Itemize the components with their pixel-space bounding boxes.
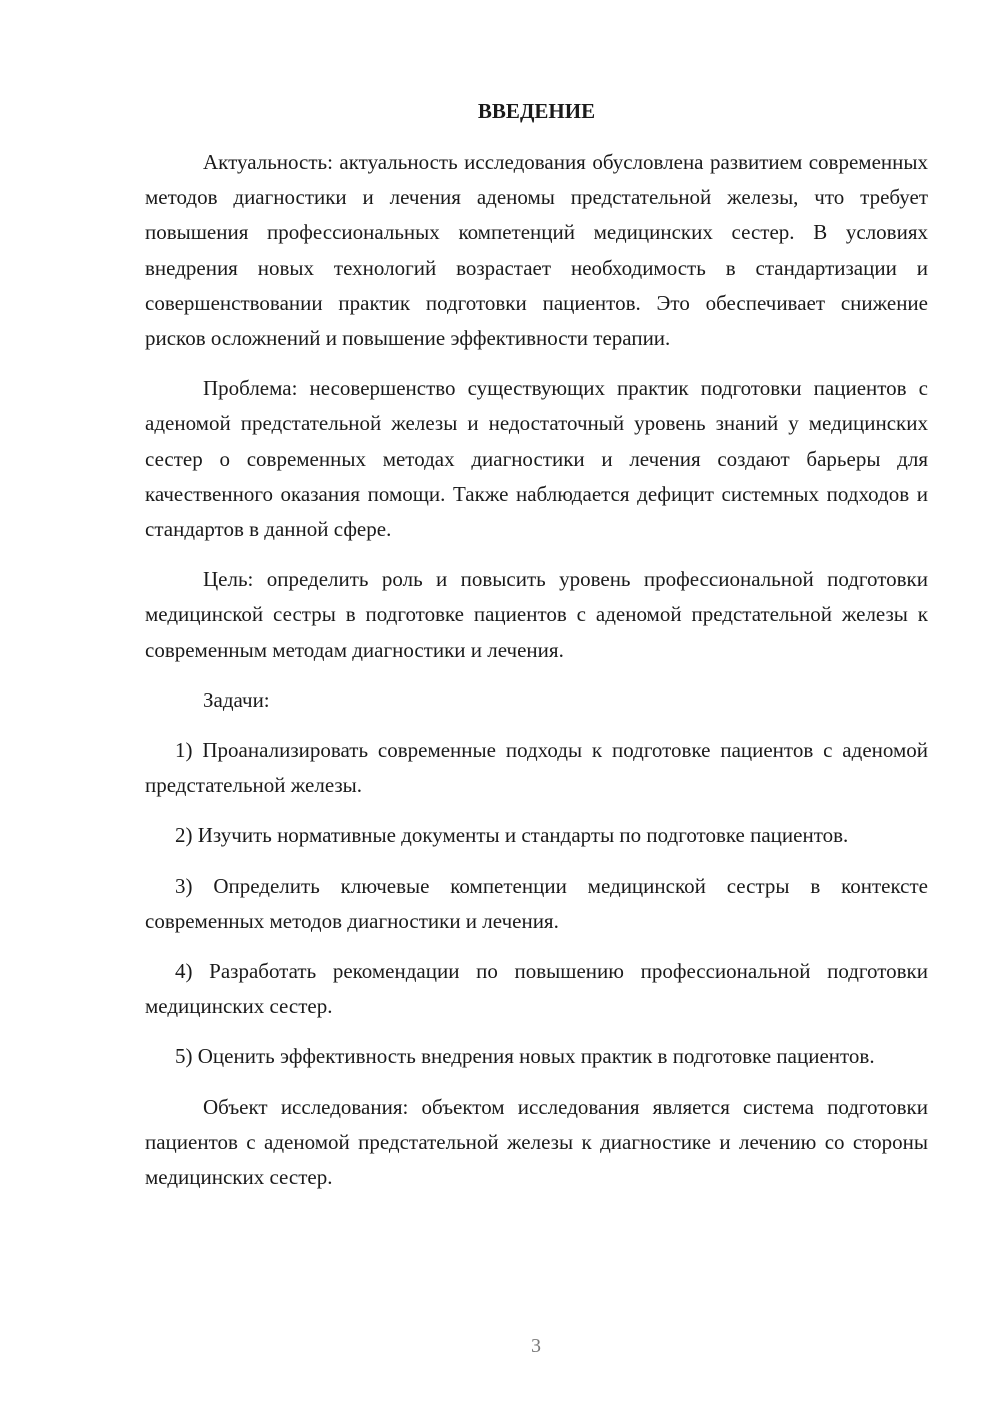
page-number: 3 bbox=[531, 1335, 541, 1357]
task-item: 3) Определить ключевые компетенции медицинской сестры в контексте современных методов диагностики и лечения. bbox=[145, 873, 928, 933]
document-body bbox=[145, 145, 928, 1195]
task-item: 5) Оценить эффективность внедрения новых практик в подготовке пациентов. bbox=[175, 1044, 875, 1069]
problem-paragraph: Проблема: несовершенство существующих практик подготовки пациентов с аденомой предстательной железы и недостаточный уровень знаний у медицинских сестер о современных методах диагностики и лечения создают барьеры для качественного оказания помощи. Также наблюдается дефицит системных подходов и стандартов в данной сфере. bbox=[145, 376, 928, 542]
page-title: ВВЕДЕНИЕ bbox=[477, 99, 596, 123]
tasks-heading: Задачи: bbox=[203, 687, 270, 712]
task-item: 4) Разработать рекомендации по повышению профессиональной подготовки медицинских сестер. bbox=[145, 959, 928, 1019]
research-object-paragraph: Объект исследования: объектом исследования является система подготовки пациентов с аденомой предстательной железы к диагностике и лечению со стороны медицинских сестер. bbox=[145, 1094, 928, 1190]
goal-paragraph: Цель: определить роль и повысить уровень профессиональной подготовки медицинской сестры в подготовке пациентов с аденомой предстательной железы к современным методам диагностики и лечения. bbox=[145, 567, 928, 662]
relevance-paragraph: Актуальность: актуальность исследования обусловлена развитием современных методов диагностики и лечения аденомы предстательной железы, что требует повышения профессиональных компетенций медицинских сестер. В условиях внедрения новых технологий возрастает необходимость в стандартизации и совершенствовании практик подготовки пациентов. Это обеспечивает снижение рисков осложнений и повышение эффективности терапии. bbox=[145, 150, 928, 351]
task-item: 1) Проанализировать современные подходы к подготовке пациентов с аденомой предстательной железы. bbox=[145, 738, 928, 798]
task-item: 2) Изучить нормативные документы и стандарты по подготовке пациентов. bbox=[175, 823, 849, 848]
